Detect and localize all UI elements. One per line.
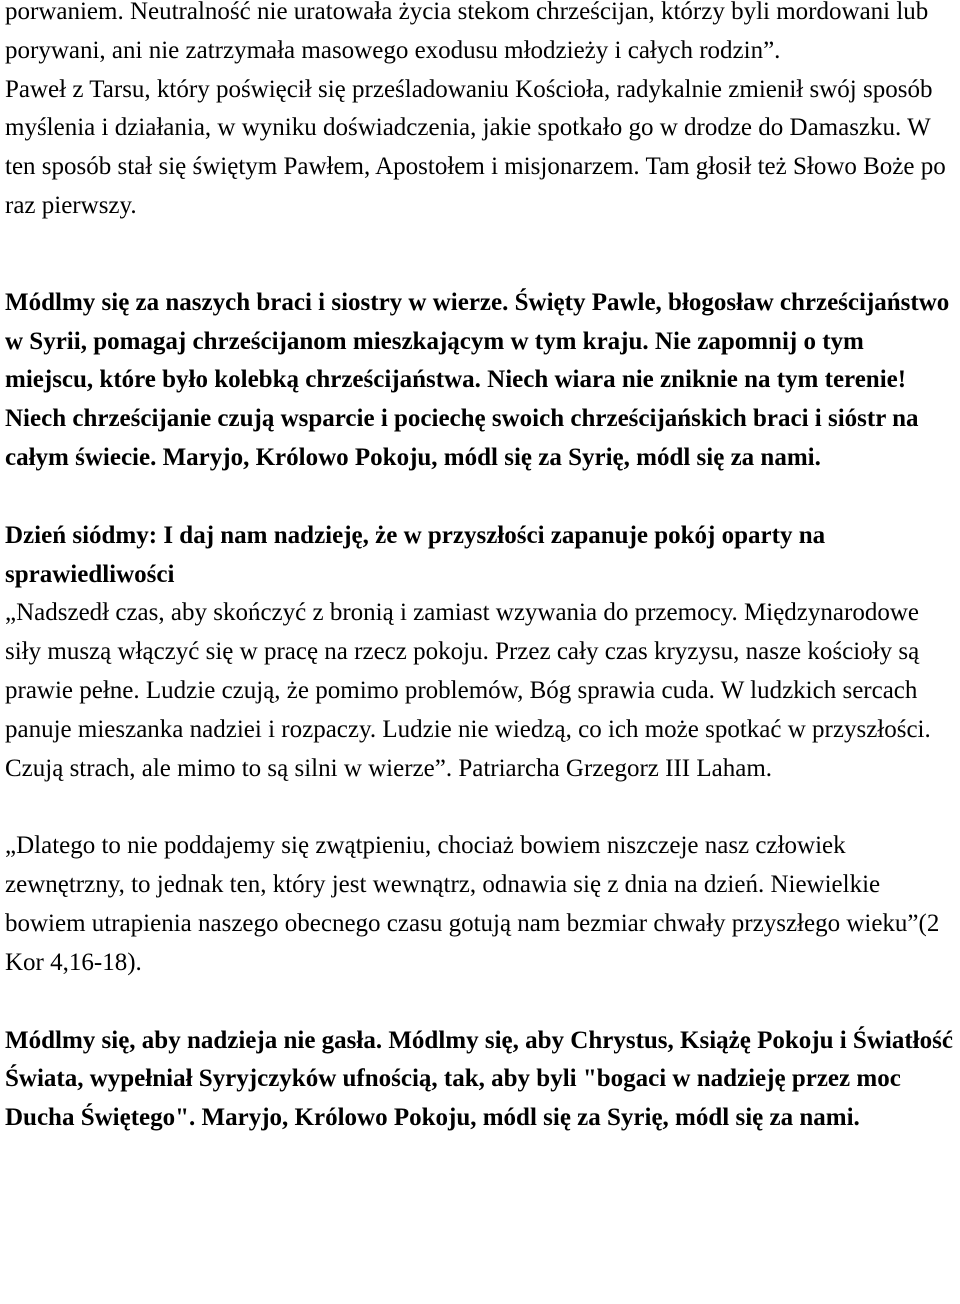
spacer (5, 788, 955, 827)
document-page (5, 0, 955, 1138)
prayer-paragraph-hope: Módlmy się, aby nadzieja nie gasła. Módlmy się, aby Chrystus, Książę Pokoju i Światłość Świata, wypełniał Syryjczyków ufnością, tak, aby byli "bogaci w nadzieję przez moc Ducha Świętego". Maryjo, Królowo Pokoju, módl się za Syrię, módl się za nami. (5, 1026, 953, 1132)
spacer (5, 983, 955, 1022)
section-heading-day-seven: Dzień siódmy: I daj nam nadzieję, że w przyszłości zapanuje pokój oparty na sprawiedliwości (5, 521, 826, 588)
paragraph-exodus: porwaniem. Neutralność nie uratowała życia stekom chrześcijan, którzy byli mordowani lub porywani, ani nie zatrzymała masowego exodusu młodzieży i całych rodzin”. (5, 0, 929, 64)
quote-patriarch: „Nadszedł czas, aby skończyć z bronią i zamiast wzywania do przemocy. Międzynarodowe siły muszą włączyć się w pracę na rzecz pokoju. Przez cały czas kryzysu, nasze kościoły są prawie pełne. Ludzie czują, że pomimo problemów, Bóg sprawia cuda. W ludzkich sercach panuje mieszanka nadziei i rozpaczy. Ludzie nie wiedzą, co ich może spotkać w przyszłości. Czują strach, ale mimo to są silni w wierze”. Patriarcha Grzegorz III Laham. (5, 599, 931, 782)
quote-scripture: „Dlatego to nie poddajemy się zwątpieniu, chociaż bowiem niszczeje nasz człowiek zewnętrzny, to jednak ten, który jest wewnątrz, odnawia się z dnia na dzień. Niewielkie bowiem utrapienia naszego obecnego czasu gotują nam bezmiar chwały przyszłego wieku”(2 Kor 4,16-18). (5, 832, 940, 976)
prayer-paragraph-brothers-sisters: Módlmy się za naszych braci i siostry w wierze. Święty Pawle, błogosław chrześcijaństwo w Syrii, pomagaj chrześcijanom mieszkającym w tym kraju. Nie zapomnij o tym miejscu, które było kolebką chrześcijaństwa. Niech wiara nie zniknie na tym terenie! Niech chrześcijanie czują wsparcie i pociechę swoich chrześcijańskich braci i sióstr na całym świecie. Maryjo, Królowo Pokoju, módl się za Syrię, módl się za nami. (5, 288, 950, 471)
paragraph-paul-of-tarsus: Paweł z Tarsu, który poświęcił się prześladowaniu Kościoła, radykalnie zmienił swój sposób myślenia i działania, w wyniku doświadczenia, jakie spotkało go w drodze do Damaszku. W ten sposób stał się świętym Pawłem, Apostołem i misjonarzem. Tam głosił też Słowo Boże po raz pierwszy. (5, 75, 946, 219)
spacer (5, 478, 955, 517)
spacer (5, 226, 955, 284)
